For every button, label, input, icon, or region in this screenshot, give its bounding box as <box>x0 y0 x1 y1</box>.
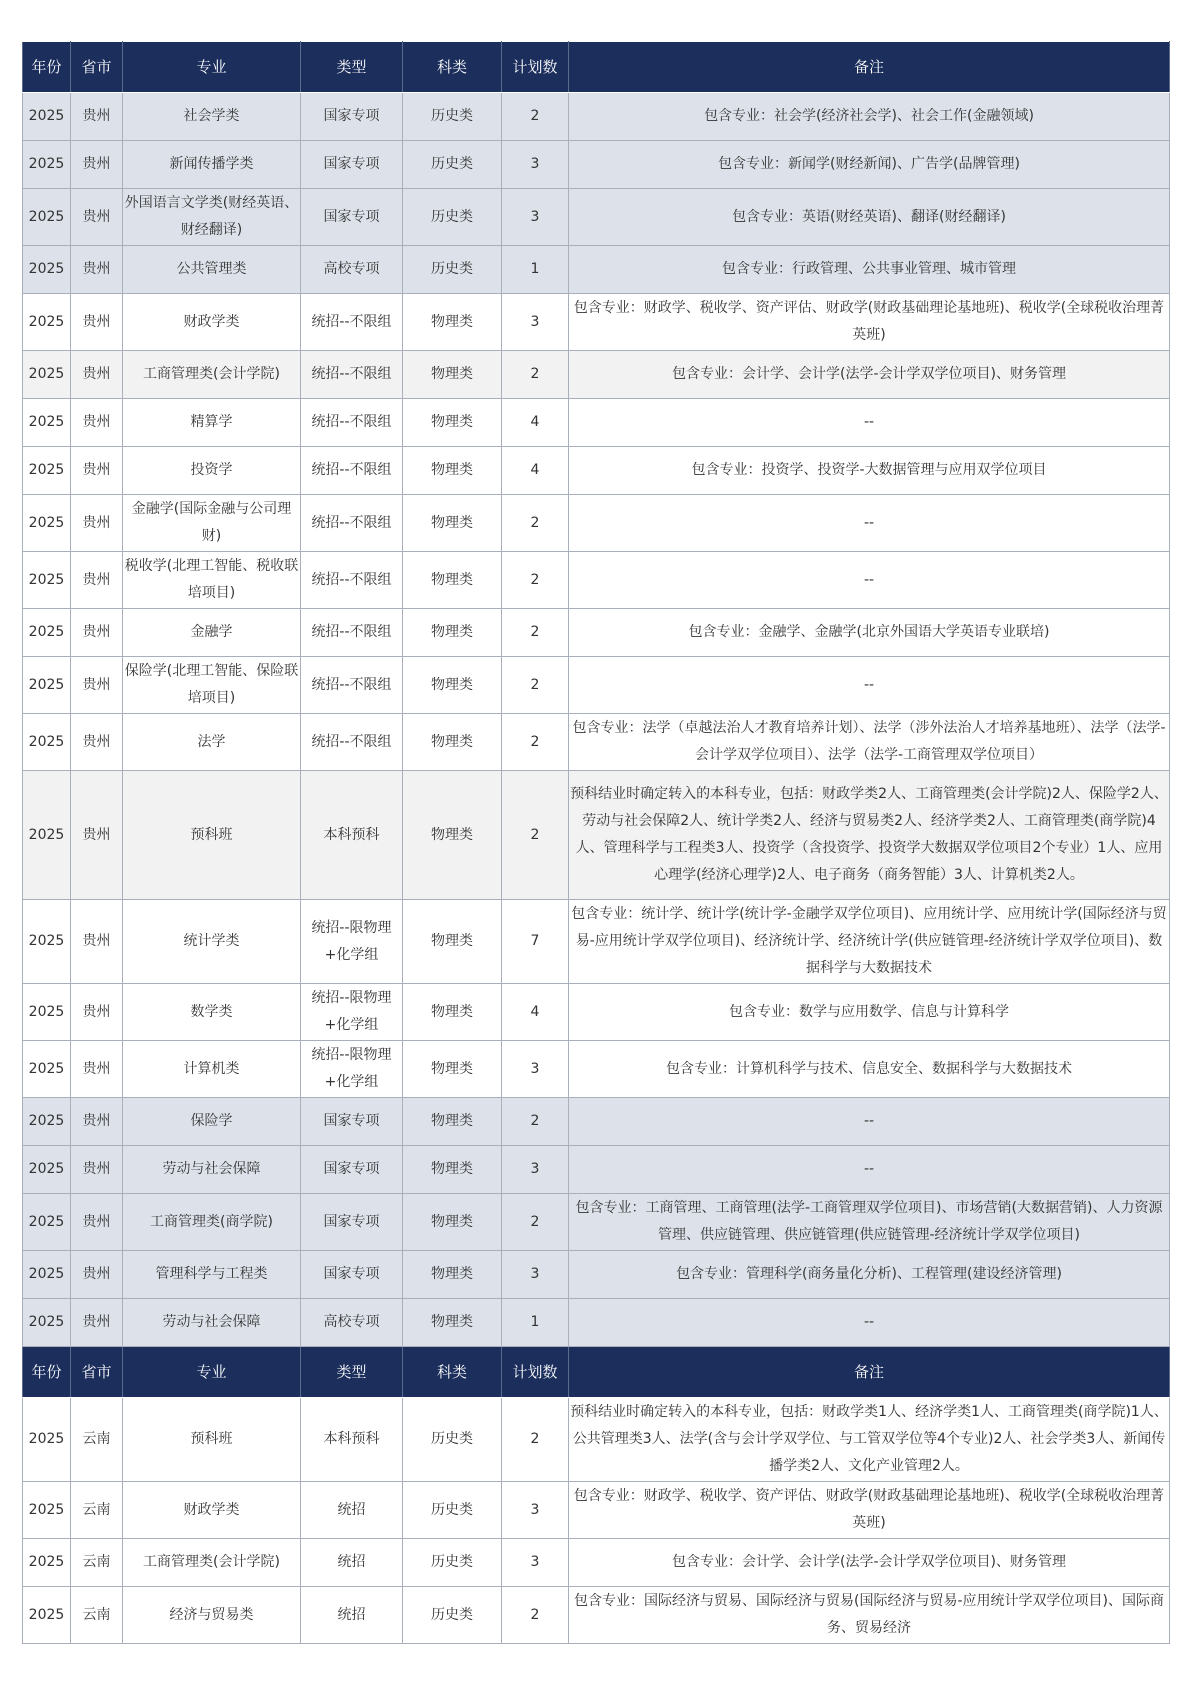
cell-province: 贵州 <box>71 141 123 189</box>
cell-remarks: -- <box>569 399 1170 447</box>
cell-province: 云南 <box>71 1398 123 1482</box>
cell-major: 金融学(国际金融与公司理财) <box>123 495 301 552</box>
table-row <box>23 1194 1170 1251</box>
cell-remarks: 包含专业：国际经济与贸易、国际经济与贸易(国际经济与贸易-应用统计学双学位项目)、国际商务、贸易经济 <box>569 1587 1170 1644</box>
cell-major: 劳动与社会保障 <box>123 1299 301 1347</box>
cell-year: 2025 <box>23 1299 71 1347</box>
cell-remarks: 预科结业时确定转入的本科专业，包括：财政学类2人、工商管理类(会计学院)2人、保险学2人、劳动与社会保障2人、统计学类2人、经济与贸易类2人、经济学类2人、工商管理类(商学院)4人、管理科学与工程类3人、投资学（含投资学、投资学大数据双学位项目2个专业）1人、应用心理学(经济心理学)2人、电子商务（商务智能）3人、计算机类2人。 <box>569 771 1170 900</box>
cell-subject: 物理类 <box>403 771 502 900</box>
cell-plan-count: 3 <box>502 1539 569 1587</box>
cell-remarks: -- <box>569 495 1170 552</box>
cell-subject: 物理类 <box>403 447 502 495</box>
cell-remarks: -- <box>569 552 1170 609</box>
table-row <box>23 246 1170 294</box>
cell-type: 统招--不限组 <box>301 399 403 447</box>
cell-subject: 历史类 <box>403 141 502 189</box>
cell-province: 云南 <box>71 1539 123 1587</box>
cell-type: 本科预科 <box>301 1398 403 1482</box>
table-row <box>23 1398 1170 1482</box>
cell-remarks: 包含专业：财政学、税收学、资产评估、财政学(财政基础理论基地班)、税收学(全球税收治理菁英班) <box>569 294 1170 351</box>
cell-year: 2025 <box>23 351 71 399</box>
cell-type: 统招--不限组 <box>301 657 403 714</box>
cell-year: 2025 <box>23 1539 71 1587</box>
header-type: 类型 <box>301 42 403 93</box>
table-row <box>23 351 1170 399</box>
cell-remarks: 包含专业：统计学、统计学(统计学-金融学双学位项目)、应用统计学、应用统计学(国际经济与贸易-应用统计学双学位项目)、经济统计学、经济统计学(供应链管理-经济统计学双学位项目)、数据科学与大数据技术 <box>569 900 1170 984</box>
cell-year: 2025 <box>23 447 71 495</box>
header-year: 年份 <box>23 1347 71 1398</box>
cell-plan-count: 3 <box>502 1251 569 1299</box>
header-major: 专业 <box>123 42 301 93</box>
cell-year: 2025 <box>23 93 71 141</box>
cell-province: 贵州 <box>71 1098 123 1146</box>
cell-year: 2025 <box>23 771 71 900</box>
cell-subject: 物理类 <box>403 657 502 714</box>
cell-subject: 物理类 <box>403 294 502 351</box>
cell-major: 经济与贸易类 <box>123 1587 301 1644</box>
cell-plan-count: 2 <box>502 351 569 399</box>
cell-province: 贵州 <box>71 351 123 399</box>
cell-type: 统招 <box>301 1587 403 1644</box>
cell-major: 投资学 <box>123 447 301 495</box>
cell-subject: 历史类 <box>403 1482 502 1539</box>
cell-subject: 历史类 <box>403 246 502 294</box>
cell-remarks: 包含专业：投资学、投资学-大数据管理与应用双学位项目 <box>569 447 1170 495</box>
cell-year: 2025 <box>23 1398 71 1482</box>
cell-major: 法学 <box>123 714 301 771</box>
cell-subject: 物理类 <box>403 1041 502 1098</box>
cell-remarks: 包含专业：会计学、会计学(法学-会计学双学位项目)、财务管理 <box>569 351 1170 399</box>
cell-remarks: 包含专业：工商管理、工商管理(法学-工商管理双学位项目)、市场营销(大数据营销)、人力资源管理、供应链管理、供应链管理(供应链管理-经济统计学双学位项目) <box>569 1194 1170 1251</box>
header-row <box>23 42 1170 93</box>
cell-plan-count: 2 <box>502 1194 569 1251</box>
cell-subject: 物理类 <box>403 714 502 771</box>
cell-major: 管理科学与工程类 <box>123 1251 301 1299</box>
cell-major: 数学类 <box>123 984 301 1041</box>
table-row <box>23 1041 1170 1098</box>
table-row <box>23 399 1170 447</box>
cell-type: 统招 <box>301 1539 403 1587</box>
table-row <box>23 609 1170 657</box>
table-row <box>23 189 1170 246</box>
cell-plan-count: 4 <box>502 984 569 1041</box>
cell-major: 保险学 <box>123 1098 301 1146</box>
cell-remarks: 包含专业：计算机科学与技术、信息安全、数据科学与大数据技术 <box>569 1041 1170 1098</box>
cell-year: 2025 <box>23 1146 71 1194</box>
cell-subject: 物理类 <box>403 609 502 657</box>
cell-subject: 物理类 <box>403 1098 502 1146</box>
cell-subject: 物理类 <box>403 900 502 984</box>
table-row <box>23 294 1170 351</box>
cell-plan-count: 2 <box>502 552 569 609</box>
cell-major: 工商管理类(会计学院) <box>123 351 301 399</box>
cell-type: 国家专项 <box>301 93 403 141</box>
table-row <box>23 657 1170 714</box>
cell-remarks: 包含专业：英语(财经英语)、翻译(财经翻译) <box>569 189 1170 246</box>
cell-year: 2025 <box>23 189 71 246</box>
table-row <box>23 900 1170 984</box>
table-row <box>23 447 1170 495</box>
header-remarks: 备注 <box>569 1347 1170 1398</box>
cell-type: 国家专项 <box>301 1146 403 1194</box>
cell-province: 贵州 <box>71 1146 123 1194</box>
cell-major: 工商管理类(商学院) <box>123 1194 301 1251</box>
cell-major: 公共管理类 <box>123 246 301 294</box>
cell-province: 贵州 <box>71 984 123 1041</box>
cell-type: 统招--不限组 <box>301 609 403 657</box>
cell-remarks: 包含专业：法学（卓越法治人才教育培养计划）、法学（涉外法治人才培养基地班）、法学（法学-会计学双学位项目）、法学（法学-工商管理双学位项目） <box>569 714 1170 771</box>
cell-plan-count: 2 <box>502 771 569 900</box>
cell-subject: 物理类 <box>403 495 502 552</box>
cell-major: 新闻传播学类 <box>123 141 301 189</box>
cell-remarks: -- <box>569 1098 1170 1146</box>
header-remarks: 备注 <box>569 42 1170 93</box>
cell-plan-count: 2 <box>502 1398 569 1482</box>
cell-province: 贵州 <box>71 714 123 771</box>
cell-type: 统招--不限组 <box>301 351 403 399</box>
cell-province: 贵州 <box>71 495 123 552</box>
admission-plan-table <box>22 41 1170 1644</box>
table-row <box>23 771 1170 900</box>
cell-province: 贵州 <box>71 552 123 609</box>
cell-major: 保险学(北理工智能、保险联培项目) <box>123 657 301 714</box>
cell-remarks: 包含专业：数学与应用数学、信息与计算科学 <box>569 984 1170 1041</box>
cell-province: 贵州 <box>71 771 123 900</box>
cell-type: 统招--不限组 <box>301 552 403 609</box>
cell-plan-count: 2 <box>502 714 569 771</box>
cell-year: 2025 <box>23 1194 71 1251</box>
header-province: 省市 <box>71 1347 123 1398</box>
cell-type: 统招--限物理+化学组 <box>301 984 403 1041</box>
cell-year: 2025 <box>23 246 71 294</box>
cell-plan-count: 3 <box>502 1146 569 1194</box>
cell-type: 国家专项 <box>301 1251 403 1299</box>
cell-subject: 物理类 <box>403 1251 502 1299</box>
cell-plan-count: 3 <box>502 1482 569 1539</box>
header-row <box>23 1347 1170 1398</box>
cell-major: 社会学类 <box>123 93 301 141</box>
table-row <box>23 1251 1170 1299</box>
cell-remarks: 包含专业：管理科学(商务量化分析)、工程管理(建设经济管理) <box>569 1251 1170 1299</box>
cell-year: 2025 <box>23 399 71 447</box>
cell-major: 财政学类 <box>123 294 301 351</box>
cell-major: 外国语言文学类(财经英语、财经翻译) <box>123 189 301 246</box>
cell-plan-count: 7 <box>502 900 569 984</box>
cell-remarks: 预科结业时确定转入的本科专业，包括：财政学类1人、经济学类1人、工商管理类(商学院)1人、公共管理类3人、法学(含与会计学双学位、与工管双学位等4个专业)2人、社会学类3人、新闻传播学类2人、文化产业管理2人。 <box>569 1398 1170 1482</box>
table-row <box>23 1146 1170 1194</box>
cell-type: 统招--不限组 <box>301 447 403 495</box>
cell-year: 2025 <box>23 1587 71 1644</box>
cell-type: 国家专项 <box>301 141 403 189</box>
header-plan-count: 计划数 <box>502 1347 569 1398</box>
table-row <box>23 1587 1170 1644</box>
cell-remarks: 包含专业：金融学、金融学(北京外国语大学英语专业联培) <box>569 609 1170 657</box>
cell-subject: 物理类 <box>403 351 502 399</box>
cell-major: 工商管理类(会计学院) <box>123 1539 301 1587</box>
table-row <box>23 141 1170 189</box>
cell-plan-count: 1 <box>502 246 569 294</box>
cell-province: 贵州 <box>71 399 123 447</box>
cell-plan-count: 3 <box>502 294 569 351</box>
table-row <box>23 1482 1170 1539</box>
cell-type: 本科预科 <box>301 771 403 900</box>
cell-type: 高校专项 <box>301 1299 403 1347</box>
cell-subject: 历史类 <box>403 1398 502 1482</box>
cell-year: 2025 <box>23 900 71 984</box>
cell-major: 金融学 <box>123 609 301 657</box>
cell-type: 高校专项 <box>301 246 403 294</box>
cell-subject: 历史类 <box>403 93 502 141</box>
header-province: 省市 <box>71 42 123 93</box>
admission-plan-table-container <box>22 41 1169 1644</box>
cell-type: 统招--不限组 <box>301 495 403 552</box>
cell-plan-count: 4 <box>502 399 569 447</box>
cell-year: 2025 <box>23 1482 71 1539</box>
cell-province: 云南 <box>71 1587 123 1644</box>
cell-major: 预科班 <box>123 771 301 900</box>
cell-subject: 物理类 <box>403 399 502 447</box>
cell-major: 计算机类 <box>123 1041 301 1098</box>
cell-subject: 物理类 <box>403 552 502 609</box>
cell-major: 财政学类 <box>123 1482 301 1539</box>
cell-province: 贵州 <box>71 246 123 294</box>
cell-province: 贵州 <box>71 1251 123 1299</box>
table-row <box>23 1299 1170 1347</box>
cell-plan-count: 3 <box>502 1041 569 1098</box>
cell-year: 2025 <box>23 294 71 351</box>
cell-subject: 物理类 <box>403 984 502 1041</box>
header-type: 类型 <box>301 1347 403 1398</box>
cell-remarks: 包含专业：会计学、会计学(法学-会计学双学位项目)、财务管理 <box>569 1539 1170 1587</box>
cell-plan-count: 2 <box>502 657 569 714</box>
cell-subject: 物理类 <box>403 1146 502 1194</box>
cell-province: 贵州 <box>71 1299 123 1347</box>
cell-province: 贵州 <box>71 657 123 714</box>
cell-type: 统招--限物理+化学组 <box>301 1041 403 1098</box>
cell-major: 精算学 <box>123 399 301 447</box>
cell-major: 预科班 <box>123 1398 301 1482</box>
cell-plan-count: 3 <box>502 141 569 189</box>
cell-province: 贵州 <box>71 900 123 984</box>
cell-plan-count: 4 <box>502 447 569 495</box>
cell-province: 贵州 <box>71 1041 123 1098</box>
cell-year: 2025 <box>23 1098 71 1146</box>
cell-type: 统招--不限组 <box>301 714 403 771</box>
cell-province: 贵州 <box>71 609 123 657</box>
header-major: 专业 <box>123 1347 301 1398</box>
cell-province: 贵州 <box>71 189 123 246</box>
cell-province: 云南 <box>71 1482 123 1539</box>
cell-plan-count: 1 <box>502 1299 569 1347</box>
cell-province: 贵州 <box>71 93 123 141</box>
cell-year: 2025 <box>23 714 71 771</box>
cell-remarks: -- <box>569 1299 1170 1347</box>
cell-type: 国家专项 <box>301 1194 403 1251</box>
cell-major: 统计学类 <box>123 900 301 984</box>
cell-year: 2025 <box>23 141 71 189</box>
cell-plan-count: 2 <box>502 495 569 552</box>
cell-type: 统招--不限组 <box>301 294 403 351</box>
cell-remarks: -- <box>569 1146 1170 1194</box>
cell-major: 劳动与社会保障 <box>123 1146 301 1194</box>
cell-subject: 历史类 <box>403 1539 502 1587</box>
cell-remarks: 包含专业：社会学(经济社会学)、社会工作(金融领域) <box>569 93 1170 141</box>
cell-subject: 历史类 <box>403 1587 502 1644</box>
cell-year: 2025 <box>23 552 71 609</box>
cell-subject: 历史类 <box>403 189 502 246</box>
cell-type: 统招--限物理+化学组 <box>301 900 403 984</box>
cell-type: 统招 <box>301 1482 403 1539</box>
cell-plan-count: 2 <box>502 1587 569 1644</box>
cell-year: 2025 <box>23 1041 71 1098</box>
table-row <box>23 1098 1170 1146</box>
cell-type: 国家专项 <box>301 189 403 246</box>
table-row <box>23 552 1170 609</box>
cell-remarks: 包含专业：财政学、税收学、资产评估、财政学(财政基础理论基地班)、税收学(全球税收治理菁英班) <box>569 1482 1170 1539</box>
cell-year: 2025 <box>23 609 71 657</box>
header-year: 年份 <box>23 42 71 93</box>
cell-plan-count: 3 <box>502 189 569 246</box>
cell-province: 贵州 <box>71 294 123 351</box>
header-subject: 科类 <box>403 1347 502 1398</box>
table-row <box>23 495 1170 552</box>
table-row <box>23 93 1170 141</box>
cell-remarks: 包含专业：行政管理、公共事业管理、城市管理 <box>569 246 1170 294</box>
cell-plan-count: 2 <box>502 1098 569 1146</box>
cell-year: 2025 <box>23 657 71 714</box>
cell-province: 贵州 <box>71 1194 123 1251</box>
cell-remarks: 包含专业：新闻学(财经新闻)、广告学(品牌管理) <box>569 141 1170 189</box>
table-row <box>23 714 1170 771</box>
header-subject: 科类 <box>403 42 502 93</box>
cell-plan-count: 2 <box>502 93 569 141</box>
cell-remarks: -- <box>569 657 1170 714</box>
cell-subject: 物理类 <box>403 1194 502 1251</box>
table-row <box>23 1539 1170 1587</box>
cell-major: 税收学(北理工智能、税收联培项目) <box>123 552 301 609</box>
cell-province: 贵州 <box>71 447 123 495</box>
cell-year: 2025 <box>23 1251 71 1299</box>
cell-year: 2025 <box>23 495 71 552</box>
cell-year: 2025 <box>23 984 71 1041</box>
cell-type: 国家专项 <box>301 1098 403 1146</box>
table-body <box>23 42 1170 1644</box>
cell-subject: 物理类 <box>403 1299 502 1347</box>
cell-plan-count: 2 <box>502 609 569 657</box>
table-row <box>23 984 1170 1041</box>
header-plan-count: 计划数 <box>502 42 569 93</box>
